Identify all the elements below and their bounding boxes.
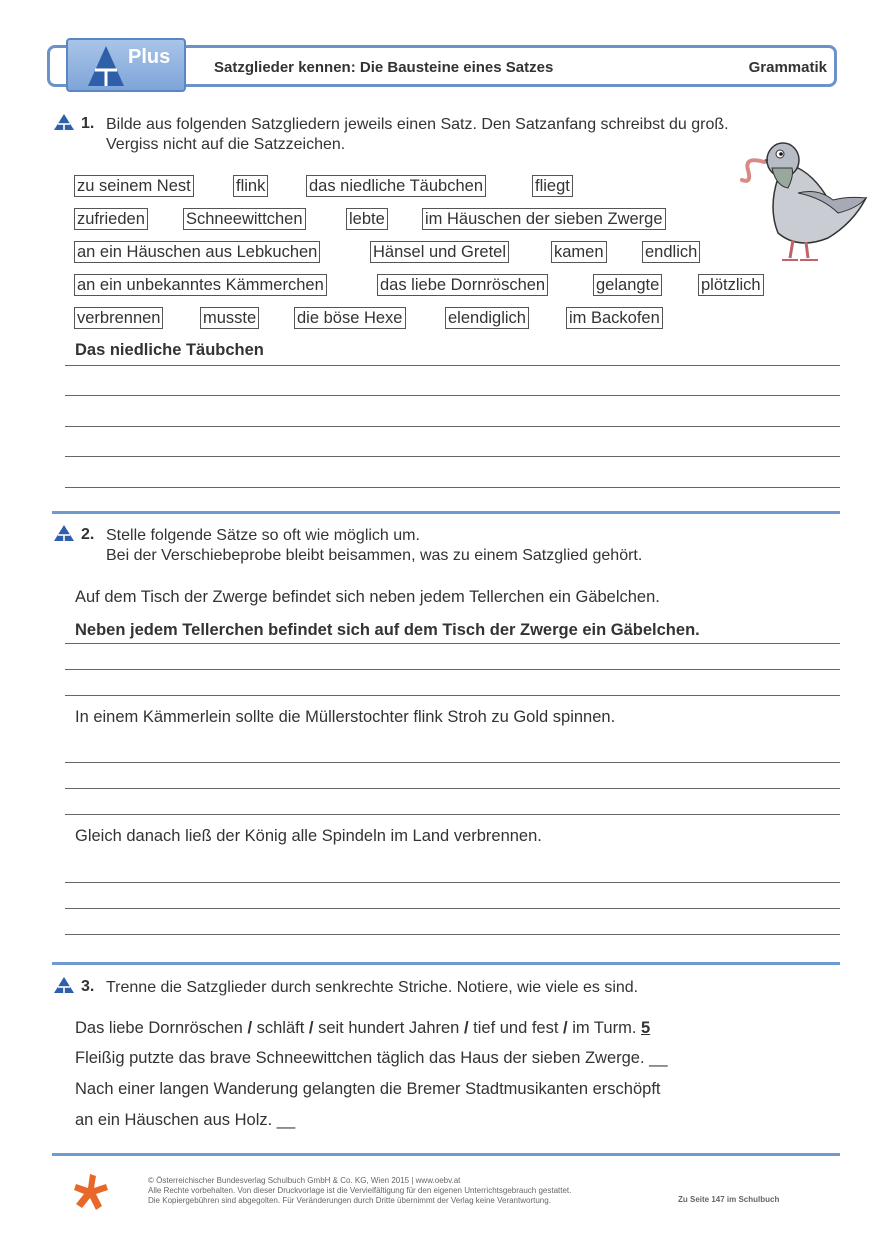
fees-text: Die Kopiergebühren sind abgegolten. Für Veränderungen durch Dritte übernimmt der Verlag keine Verantwortung. (148, 1196, 551, 1205)
task-number: 3. (81, 978, 95, 995)
section-divider (52, 962, 840, 965)
word-card: flink (233, 175, 268, 197)
pigeon-illustration (738, 138, 870, 266)
constituent: schläft (256, 1019, 305, 1037)
section-divider (52, 511, 840, 514)
task-instruction: Stelle folgende Sätze so oft wie möglich um. (106, 527, 420, 544)
writing-line[interactable] (65, 365, 840, 366)
sentence: Nach einer langen Wanderung gelangten die Bremer Stadtmusikanten erschöpft (75, 1080, 661, 1098)
word-card: an ein unbekanntes Kämmerchen (74, 274, 327, 296)
constituent: im Turm. (572, 1019, 637, 1037)
count-answer: 5 (641, 1019, 651, 1037)
word-card: an ein Häuschen aus Lebkuchen (74, 241, 320, 263)
task-number: 1. (81, 115, 95, 132)
textbook-reference: Zu Seite 147 im Schulbuch (678, 1195, 780, 1204)
word-card: das liebe Dornröschen (377, 274, 548, 296)
count-blank[interactable]: __ (649, 1049, 668, 1067)
example-answer: Neben jedem Tellerchen befindet sich auf dem Tisch der Zwerge ein Gäbelchen. (75, 621, 700, 639)
task-instruction: Trenne die Satzglieder durch senkrechte Striche. Notiere, wie viele es sind. (106, 979, 639, 996)
writing-line[interactable] (65, 762, 840, 763)
sentence-text: an ein Häuschen aus Holz. (75, 1111, 273, 1129)
rights-text: Alle Rechte vorbehalten. Von dieser Druckvorlage ist die Vervielfältigung für den eigenen Unterrichtsgebrauch gestattet. (148, 1186, 572, 1195)
page-title: Satzglieder kennen: Die Bausteine eines Satzes (214, 59, 554, 76)
sentence: Auf dem Tisch der Zwerge befindet sich neben jedem Tellerchen ein Gäbelchen. (75, 588, 660, 606)
separator: / (247, 1019, 253, 1037)
writing-line[interactable] (65, 788, 840, 789)
word-card: elendiglich (445, 307, 529, 329)
word-card: im Backofen (566, 307, 663, 329)
task-number: 2. (81, 526, 95, 543)
writing-line[interactable] (65, 456, 840, 457)
word-card: kamen (551, 241, 607, 263)
writing-line[interactable] (65, 487, 840, 488)
word-card: plötzlich (698, 274, 764, 296)
writing-line[interactable] (65, 934, 840, 935)
word-card: die böse Hexe (294, 307, 406, 329)
writing-line[interactable] (65, 882, 840, 883)
pyramid-icon (53, 524, 75, 542)
sentence (75, 1111, 295, 1130)
task-instruction: Bei der Verschiebeprobe bleibt beisammen, was zu einem Satzglied gehört. (106, 547, 643, 564)
word-card: musste (200, 307, 259, 329)
word-card: das niedliche Täubchen (306, 175, 486, 197)
word-card: Schneewittchen (183, 208, 306, 230)
subject-label: Grammatik (748, 59, 827, 76)
word-card: fliegt (532, 175, 573, 197)
sentence-text: Fleißig putzte das brave Schneewittchen täglich das Haus der sieben Zwerge. (75, 1049, 645, 1067)
sentence: In einem Kämmerlein sollte die Müllerstochter flink Stroh zu Gold spinnen. (75, 708, 616, 726)
writing-line[interactable] (65, 695, 840, 696)
separator: / (463, 1019, 469, 1037)
task-instruction: Vergiss nicht auf die Satzzeichen. (106, 136, 346, 153)
writing-line[interactable] (65, 669, 840, 670)
oebv-logo-icon (72, 1172, 110, 1212)
writing-line[interactable] (65, 908, 840, 909)
word-card: zu seinem Nest (74, 175, 194, 197)
pyramid-icon (86, 44, 126, 88)
writing-line[interactable] (65, 814, 840, 815)
separator: / (563, 1019, 568, 1037)
word-card: Hänsel und Gretel (370, 241, 509, 263)
separator: / (308, 1019, 314, 1037)
copyright-text: © Österreichischer Bundesverlag Schulbuch GmbH & Co. KG, Wien 2015 | www.oebv.at (148, 1176, 461, 1185)
pyramid-icon (53, 976, 75, 994)
constituent: seit hundert Jahren (318, 1019, 460, 1037)
constituent: Das liebe Dornröschen (75, 1019, 243, 1037)
word-card: im Häuschen der sieben Zwerge (422, 208, 666, 230)
sentence: Gleich danach ließ der König alle Spindeln im Land verbrennen. (75, 827, 542, 845)
logo-text: Plus (128, 46, 171, 68)
word-card: zufrieden (74, 208, 148, 230)
constituent: tief und fest (473, 1019, 559, 1037)
word-card: endlich (642, 241, 700, 263)
example-sentence (75, 1019, 650, 1038)
word-card: verbrennen (74, 307, 163, 329)
writing-line[interactable] (65, 395, 840, 396)
writing-line[interactable] (65, 643, 840, 644)
count-blank[interactable]: __ (276, 1111, 296, 1129)
task-instruction: Bilde aus folgenden Satzgliedern jeweils einen Satz. Den Satzanfang schreibst du groß. (106, 116, 729, 133)
plus-logo (66, 38, 186, 92)
example-answer: Das niedliche Täubchen (75, 341, 264, 359)
section-divider (52, 1153, 840, 1156)
sentence (75, 1049, 668, 1068)
writing-line[interactable] (65, 426, 840, 427)
word-card: gelangte (593, 274, 662, 296)
pyramid-icon (53, 113, 75, 131)
word-card: lebte (346, 208, 388, 230)
